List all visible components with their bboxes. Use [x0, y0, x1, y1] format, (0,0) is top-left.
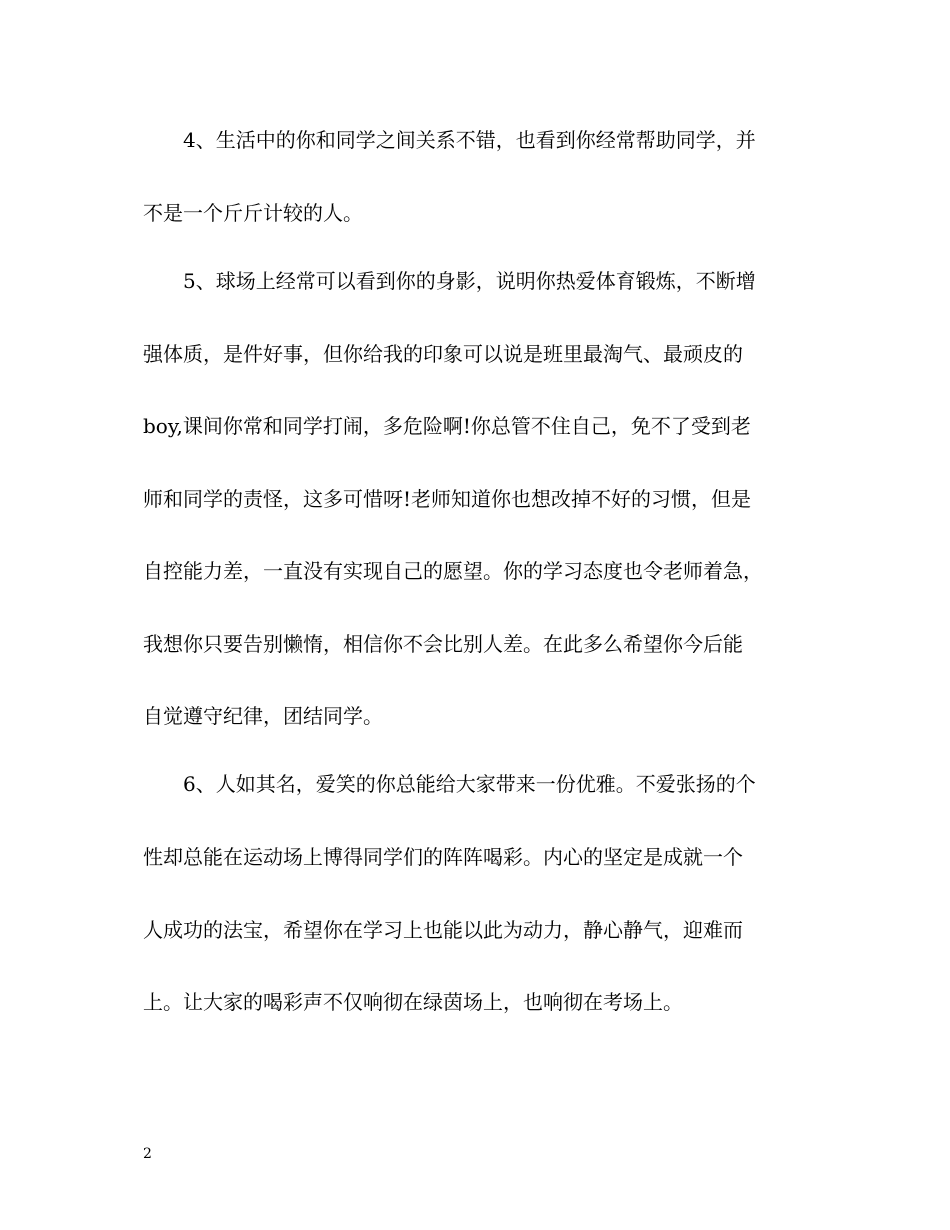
page-number: 2	[143, 1146, 152, 1162]
text-line: 不是一个斤斤计较的人。	[143, 201, 363, 225]
text-line: 6、人如其名，爱笑的你总能给大家带来一份优雅。不爱张扬的个	[183, 772, 756, 796]
text-line: 上。让大家的喝彩声不仅响彻在绿茵场上，也响彻在考场上。	[143, 990, 683, 1014]
text-line: 4、生活中的你和同学之间关系不错，也看到你经常帮助同学，并	[183, 128, 756, 152]
text-line: 师和同学的责怪，这多可惜呀!老师知道你也想改掉不好的习惯，但是	[143, 487, 752, 511]
text-line: boy,课间你常和同学打闹，多危险啊!你总管不住自己，免不了受到老	[143, 414, 751, 438]
text-line: 自控能力差，一直没有实现自己的愿望。你的学习态度也令老师着急，	[143, 559, 763, 583]
text-line: 强体质，是件好事，但你给我的印象可以说是班里最淘气、最顽皮的	[143, 342, 743, 366]
text-line: 人成功的法宝，希望你在学习上也能以此为动力，静心静气，迎难而	[143, 918, 743, 942]
text-line: 我想你只要告别懒惰，相信你不会比别人差。在此多么希望你今后能	[143, 632, 743, 656]
text-line: 性却总能在运动场上博得同学们的阵阵喝彩。内心的坚定是成就一个	[143, 845, 743, 869]
text-line: 5、球场上经常可以看到你的身影，说明你热爱体育锻炼，不断增	[183, 269, 756, 293]
text-line: 自觉遵守纪律，团结同学。	[143, 704, 383, 728]
